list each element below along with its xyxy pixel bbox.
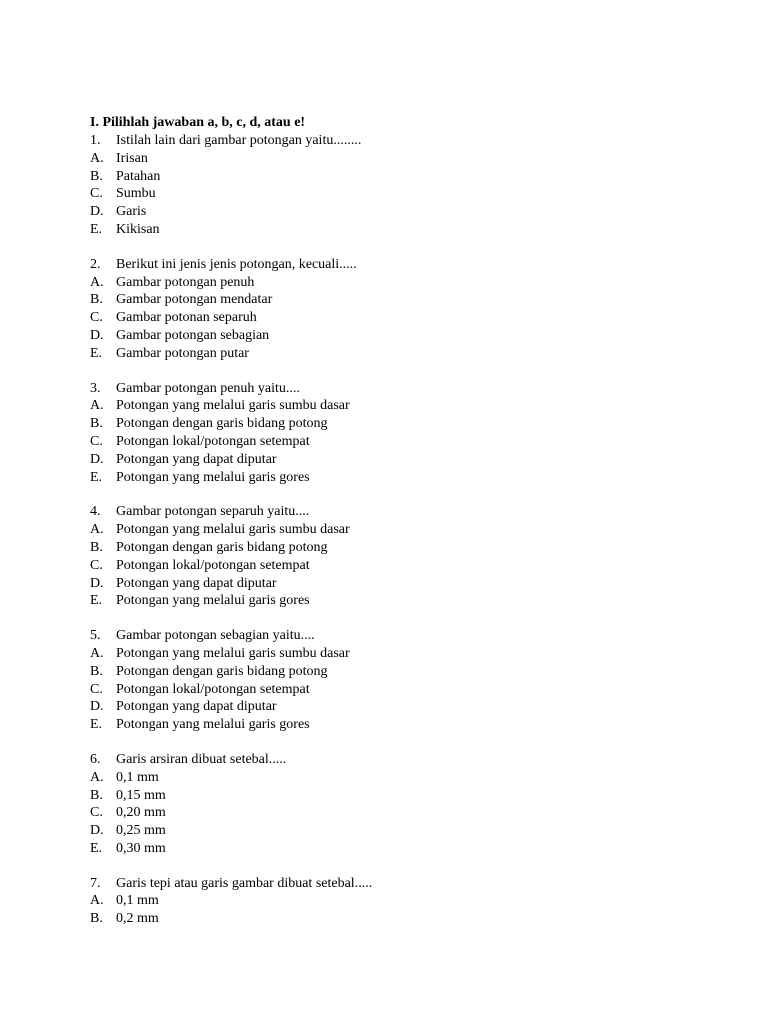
option-text: Patahan — [116, 168, 161, 184]
option-letter: B. — [90, 539, 103, 555]
question-text: Garis tepi atau garis gambar dibuat setebal..... — [116, 875, 373, 891]
document-page — [90, 114, 730, 945]
option-text: Potongan dengan garis bidang potong — [116, 663, 328, 679]
question-line — [90, 751, 730, 769]
option-text: Kikisan — [116, 221, 160, 237]
question-line — [90, 256, 730, 274]
option-text: Potongan yang melalui garis gores — [116, 717, 310, 733]
option-letter: E. — [90, 345, 103, 361]
option-text: Potongan yang melalui garis sumbu dasar — [116, 522, 350, 538]
option-text: Potongan yang dapat diputar — [116, 699, 277, 715]
option-letter: E. — [90, 221, 103, 237]
answer-option — [90, 274, 730, 292]
answer-option — [90, 469, 730, 487]
question-text: Garis arsiran dibuat setebal..... — [116, 751, 287, 767]
option-text: 0,25 mm — [116, 823, 166, 839]
option-text: Potongan lokal/potongan setempat — [116, 681, 310, 697]
answer-option — [90, 698, 730, 716]
option-text: Potongan yang dapat diputar — [116, 451, 277, 467]
option-letter: B. — [90, 911, 103, 927]
question-text: Berikut ini jenis jenis potongan, kecuali..... — [116, 256, 357, 272]
question-list — [90, 132, 730, 928]
option-text: 0,20 mm — [116, 805, 166, 821]
option-text: Gambar potongan sebagian — [116, 327, 270, 343]
answer-option — [90, 716, 730, 734]
question-6 — [90, 751, 730, 858]
option-letter: E. — [90, 840, 103, 856]
option-letter: B. — [90, 416, 103, 432]
option-letter: A. — [90, 893, 104, 909]
question-line — [90, 132, 730, 150]
option-text: Gambar potongan mendatar — [116, 292, 273, 308]
answer-option — [90, 309, 730, 327]
option-letter: D. — [90, 327, 104, 343]
option-text: Gambar potongan putar — [116, 345, 249, 361]
section-heading: I. Pilihlah jawaban a, b, c, d, atau e! — [90, 115, 306, 130]
option-letter: D. — [90, 823, 104, 839]
option-text: 0,15 mm — [116, 787, 166, 803]
option-text: Potongan yang melalui garis gores — [116, 469, 310, 485]
option-text: Gambar potongan penuh — [116, 274, 255, 290]
answer-option — [90, 539, 730, 557]
answer-option — [90, 433, 730, 451]
option-text: Potongan lokal/potongan setempat — [116, 557, 310, 573]
answer-option — [90, 663, 730, 681]
option-letter: B. — [90, 292, 103, 308]
option-letter: A. — [90, 274, 104, 290]
answer-option — [90, 645, 730, 663]
answer-option — [90, 415, 730, 433]
option-letter: C. — [90, 310, 103, 326]
option-text: 0,1 mm — [116, 769, 159, 785]
question-text: Gambar potongan sebagian yaitu.... — [116, 628, 315, 644]
option-text: Irisan — [116, 150, 148, 166]
question-line — [90, 503, 730, 521]
answer-option — [90, 681, 730, 699]
option-letter: D. — [90, 204, 104, 220]
option-letter: A. — [90, 522, 104, 538]
option-letter: C. — [90, 681, 103, 697]
question-3 — [90, 380, 730, 487]
option-text: Potongan dengan garis bidang potong — [116, 416, 328, 432]
option-text: Potongan yang dapat diputar — [116, 575, 277, 591]
answer-option — [90, 575, 730, 593]
answer-option — [90, 521, 730, 539]
option-letter: D. — [90, 699, 104, 715]
option-letter: C. — [90, 186, 103, 202]
question-number: 6. — [90, 751, 101, 767]
question-number: 2. — [90, 256, 101, 272]
option-text: Potongan lokal/potongan setempat — [116, 433, 310, 449]
question-text: Gambar potongan separuh yaitu.... — [116, 504, 310, 520]
answer-option — [90, 291, 730, 309]
answer-option — [90, 327, 730, 345]
answer-option — [90, 840, 730, 858]
option-text: Potongan yang melalui garis gores — [116, 593, 310, 609]
option-letter: B. — [90, 168, 103, 184]
answer-option — [90, 804, 730, 822]
option-letter: C. — [90, 557, 103, 573]
option-text: Garis — [116, 204, 147, 220]
option-text: Gambar potonan separuh — [116, 310, 257, 326]
question-number: 5. — [90, 628, 101, 644]
question-number: 1. — [90, 133, 101, 148]
question-number: 7. — [90, 875, 101, 891]
option-text: Potongan yang melalui garis sumbu dasar — [116, 398, 350, 414]
option-letter: A. — [90, 769, 104, 785]
question-text: Istilah lain dari gambar potongan yaitu........ — [116, 133, 362, 148]
answer-option — [90, 221, 730, 239]
answer-option — [90, 150, 730, 168]
question-text: Gambar potongan penuh yaitu.... — [116, 380, 300, 396]
option-letter: A. — [90, 150, 104, 166]
option-letter: B. — [90, 787, 103, 803]
option-letter: A. — [90, 398, 104, 414]
option-letter: E. — [90, 593, 103, 609]
question-5 — [90, 627, 730, 734]
answer-option — [90, 451, 730, 469]
answer-option — [90, 892, 730, 910]
answer-option — [90, 769, 730, 787]
question-line — [90, 380, 730, 398]
question-number: 3. — [90, 380, 101, 396]
question-7 — [90, 875, 730, 928]
answer-option — [90, 203, 730, 221]
question-line — [90, 627, 730, 645]
option-text: Potongan yang melalui garis sumbu dasar — [116, 645, 350, 661]
answer-option — [90, 168, 730, 186]
option-text: 0,30 mm — [116, 840, 166, 856]
option-text: 0,1 mm — [116, 893, 159, 909]
answer-option — [90, 910, 730, 928]
answer-option — [90, 557, 730, 575]
option-letter: D. — [90, 575, 104, 591]
answer-option — [90, 592, 730, 610]
answer-option — [90, 787, 730, 805]
option-letter: C. — [90, 433, 103, 449]
question-2 — [90, 256, 730, 363]
option-letter: D. — [90, 451, 104, 467]
option-text: 0,2 mm — [116, 911, 159, 927]
question-4 — [90, 503, 730, 610]
answer-option — [90, 185, 730, 203]
option-letter: A. — [90, 645, 104, 661]
option-letter: B. — [90, 663, 103, 679]
answer-option — [90, 822, 730, 840]
option-text: Sumbu — [116, 186, 156, 202]
question-line — [90, 875, 730, 893]
question-1 — [90, 132, 730, 239]
answer-option — [90, 345, 730, 363]
option-letter: E. — [90, 717, 103, 733]
option-letter: E. — [90, 469, 103, 485]
question-number: 4. — [90, 504, 101, 520]
answer-option — [90, 397, 730, 415]
option-text: Potongan dengan garis bidang potong — [116, 539, 328, 555]
option-letter: C. — [90, 805, 103, 821]
